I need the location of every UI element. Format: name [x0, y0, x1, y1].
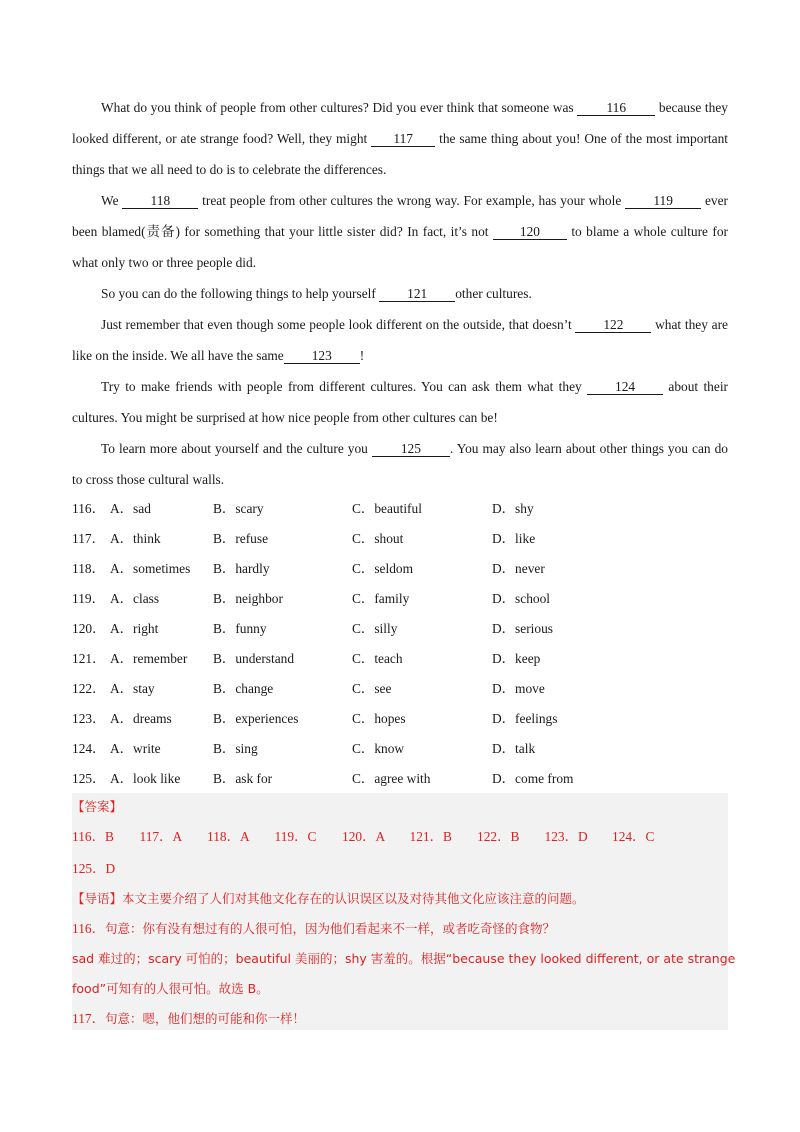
option-d: D．school: [492, 591, 551, 606]
question-options: [72, 494, 728, 794]
blank-123: 123: [284, 348, 360, 364]
answer-key: 118．A: [207, 829, 250, 844]
option-b: B．scary: [213, 501, 264, 516]
blank-125: 125: [372, 441, 450, 457]
option-c: C．silly: [352, 621, 398, 636]
answer-key: 119．C: [274, 829, 317, 844]
option-d: D．talk: [492, 741, 536, 756]
text: to blame a whole culture for what only two or three people did.: [72, 224, 728, 270]
option-d: D．feelings: [492, 711, 558, 726]
explanation-116-conclusion: food”可知有的人很可怕。故选 B。: [72, 981, 269, 996]
cloze-passage: [72, 92, 728, 495]
answer-key: 116．B: [72, 829, 114, 844]
answer-section: [72, 793, 736, 1030]
question-row: [72, 644, 728, 674]
text: To learn more about yourself and the culture you: [101, 441, 372, 456]
option-c: C．teach: [352, 651, 403, 666]
answer-key: 121．B: [409, 829, 452, 844]
text: What do you think of people from other cultures? Did you ever think that someone was: [101, 100, 578, 115]
text: Just remember that even though some people look different on the outside, that doesn’t: [101, 317, 576, 332]
guide-label: 【导语】: [72, 891, 123, 906]
option-a: A．think: [110, 531, 161, 546]
option-a: A．stay: [110, 681, 155, 696]
question-row: [72, 704, 728, 734]
blank-119: 119: [625, 193, 701, 209]
guide-line: [72, 889, 585, 909]
option-c: C．family: [352, 591, 410, 606]
option-d: D．shy: [492, 501, 534, 516]
option-d: D．move: [492, 681, 545, 696]
option-d: D．serious: [492, 621, 553, 636]
option-c: C．hopes: [352, 711, 406, 726]
paragraph-2: [72, 185, 728, 278]
option-c: C．seldom: [352, 561, 414, 576]
option-a: A．look like: [110, 771, 181, 786]
question-row: [72, 674, 728, 704]
option-b: B．experiences: [213, 711, 299, 726]
question-number: 124．: [72, 741, 106, 756]
question-row: [72, 734, 728, 764]
text: !: [359, 348, 365, 363]
blank-118: 118: [122, 193, 198, 209]
question-number: 121．: [72, 651, 106, 666]
explanation-116-detail: sad 难过的；scary 可怕的；beautiful 美丽的；shy 害羞的。根据“because they looked different, or ate strange: [72, 951, 736, 966]
option-d: D．never: [492, 561, 545, 576]
explanation-number: 117．: [72, 1011, 105, 1026]
question-row: [72, 584, 728, 614]
option-a: A．dreams: [110, 711, 172, 726]
text: treat people from other cultures the wrong way. For example, has your whole: [198, 193, 626, 208]
answer-key: 124．C: [612, 829, 655, 844]
question-row: [72, 614, 728, 644]
blank-124: 124: [587, 379, 663, 395]
question-number: 117．: [72, 531, 105, 546]
question-number: 118．: [72, 561, 105, 576]
text: So you can do the following things to help yourself: [101, 286, 380, 301]
question-row: [72, 494, 728, 524]
paragraph-5: [72, 371, 728, 433]
explanation-number: 116．: [72, 921, 105, 936]
paragraph-1: [72, 92, 728, 185]
guide-text: 本文主要介绍了人们对其他文化存在的认识误区以及对待其他文化应该注意的问题。: [122, 891, 585, 906]
option-b: B．change: [213, 681, 274, 696]
explanation-text: 句意：你有没有想过有的人很可怕，因为他们看起来不一样，或者吃奇怪的食物？: [104, 921, 555, 936]
option-c: C．see: [352, 681, 392, 696]
question-number: 120．: [72, 621, 106, 636]
paragraph-3: [72, 278, 728, 309]
blank-120: 120: [493, 224, 567, 240]
text: We: [101, 193, 123, 208]
answer-key: 123．D: [544, 829, 588, 844]
option-c: C．shout: [352, 531, 404, 546]
option-c: C．beautiful: [352, 501, 422, 516]
option-a: A．remember: [110, 651, 188, 666]
blank-117: 117: [371, 131, 435, 147]
explanation-116: [72, 919, 555, 939]
text: . You may also learn about other things you can do to cross those cultural walls.: [72, 441, 728, 487]
question-number: 122．: [72, 681, 106, 696]
question-row: [72, 524, 728, 554]
answer-key: 122．B: [477, 829, 520, 844]
option-b: B．understand: [213, 651, 295, 666]
option-c: C．agree with: [352, 771, 431, 786]
option-c: C．know: [352, 741, 405, 756]
question-number: 116．: [72, 501, 105, 516]
option-d: D．come from: [492, 771, 574, 786]
option-a: A．right: [110, 621, 159, 636]
option-a: A．class: [110, 591, 160, 606]
blank-122: 122: [575, 317, 651, 333]
option-a: A．sad: [110, 501, 151, 516]
option-b: B．refuse: [213, 531, 269, 546]
option-a: A．write: [110, 741, 161, 756]
question-row: [72, 764, 728, 794]
option-d: D．keep: [492, 651, 541, 666]
text: what they are like on the inside. We all have the same: [72, 317, 728, 363]
text: because they looked different, or ate strange food? Well, they might: [72, 100, 728, 146]
text: the same thing about you! One of the most important things that we all need to do is to celebrate the differences.: [72, 131, 728, 177]
question-row: [72, 554, 728, 584]
question-number: 123．: [72, 711, 106, 726]
answer-key: 120．A: [342, 829, 386, 844]
text: ever been blamed(责备) for something that your little sister did? In fact, it’s not: [72, 193, 728, 239]
text: other cultures.: [455, 286, 532, 301]
answer-key: 117．A: [139, 829, 183, 844]
question-number: 125．: [72, 771, 106, 786]
paragraph-6: [72, 433, 728, 495]
option-b: B．ask for: [213, 771, 273, 786]
option-b: B．sing: [213, 741, 258, 756]
answer-key-last: 125．D: [72, 861, 116, 876]
question-number: 119．: [72, 591, 105, 606]
blank-121: 121: [379, 286, 455, 302]
option-b: B．hardly: [213, 561, 270, 576]
answer-heading: 【答案】: [72, 799, 123, 814]
blank-116: 116: [577, 100, 655, 116]
answer-key-list: [72, 827, 680, 847]
explanation-text: 句意：嗯，他们想的可能和你一样！: [104, 1011, 305, 1026]
paragraph-4: [72, 309, 728, 371]
text: Try to make friends with people from different cultures. You can ask them what they: [101, 379, 588, 394]
option-a: A．sometimes: [110, 561, 191, 576]
option-b: B．neighbor: [213, 591, 283, 606]
explanation-117: [72, 1009, 305, 1029]
option-b: B．funny: [213, 621, 267, 636]
text: about their cultures. You might be surprised at how nice people from other cultures can be!: [72, 379, 728, 425]
option-d: D．like: [492, 531, 536, 546]
